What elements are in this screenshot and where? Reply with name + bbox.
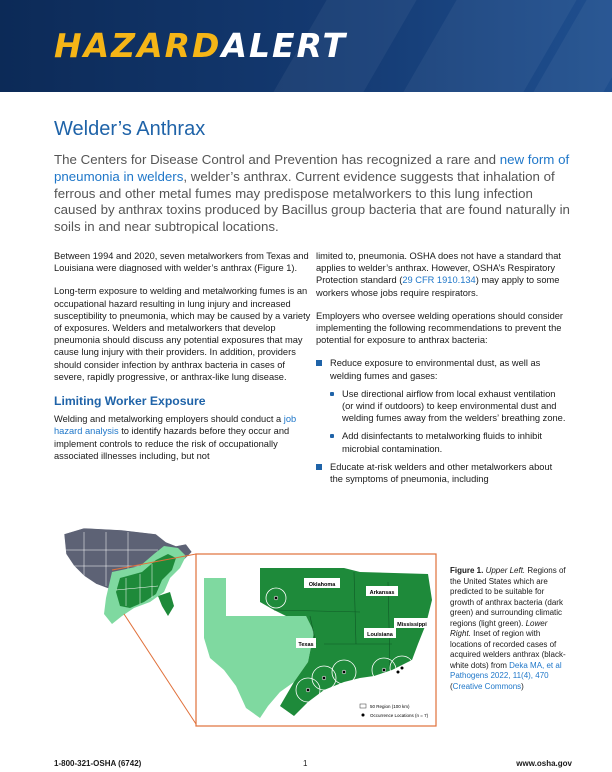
job-hazard-analysis-link[interactable]: job hazard analysis bbox=[54, 414, 297, 437]
occurrence-dot bbox=[274, 596, 278, 600]
caption-italic: Lower Right. bbox=[450, 618, 548, 638]
paragraph: Between 1994 and 2020, seven metalworkers from Texas and Louisiana were diagnosed with welder’s anthrax (Figure 1). bbox=[54, 251, 309, 274]
section-heading: Limiting Worker Exposure bbox=[54, 394, 206, 409]
caption-text: ) bbox=[521, 681, 524, 691]
florida-shape bbox=[158, 592, 174, 616]
paragraph bbox=[54, 413, 316, 462]
caption-text: ( bbox=[450, 681, 453, 691]
state-label-louisiana: Louisiana bbox=[367, 632, 393, 638]
occurrence-dot bbox=[306, 688, 310, 692]
pneumonia-in-welders-link[interactable]: new form of pneumonia in welders bbox=[54, 152, 570, 184]
caption-text: Inset of region with locations of recorded cases of acquired welders anthrax (black-white dots) from bbox=[450, 629, 566, 670]
paragraph bbox=[316, 250, 566, 299]
intro-paragraph bbox=[54, 152, 574, 236]
bullet-item: Reduce exposure to environmental dust, as well as welding fumes and gases: bbox=[316, 357, 566, 381]
paragraph-text: limited to, pneumonia. OSHA does not have a standard that applies to welder’s anthrax. However, OSHA’s Respiratory Protection standard ( bbox=[316, 251, 561, 286]
occurrence-dot bbox=[382, 668, 386, 672]
caption-italic: Upper Left. bbox=[485, 566, 526, 575]
paragraph-text: Welding and metalworking employers should conduct a bbox=[54, 414, 284, 425]
logo-alert-text: ALERT bbox=[221, 26, 347, 65]
map-illustration bbox=[54, 520, 438, 730]
sub-bullet-item: Use directional airflow from local exhaust ventilation (or wind if outdoors) to keep environmental dust and welding fumes away from the welders’ breathing zone. bbox=[316, 388, 566, 425]
paragraph-text: to identify hazards before they occur and implement controls to reduce the risk of occupationally associated illnesses including, but not bbox=[54, 426, 290, 461]
paragraph: Employers who oversee welding operations should consider implementing the following recommendations to prevent the potential for exposure to anthrax bacteria: bbox=[316, 310, 564, 346]
footer-url: www.osha.gov bbox=[516, 759, 572, 768]
footer-phone: 1-800-321-OSHA (6742) bbox=[54, 759, 142, 768]
legend-occurrence-dot bbox=[361, 713, 365, 717]
right-column bbox=[316, 250, 566, 491]
state-label-mississippi: Mississippi bbox=[397, 622, 427, 628]
state-label-texas: Texas bbox=[298, 642, 314, 648]
deka-pathogens-link[interactable]: Deka MA, et al Pathogens 2022, 11(4), 470 bbox=[450, 660, 562, 680]
occurrence-dot bbox=[342, 670, 346, 674]
state-label-oklahoma: Oklahoma bbox=[308, 582, 336, 588]
intro-text: , welder’s anthrax. Current evidence suggests that inhalation of ferrous and other metal fumes may predispose metalworkers to this lung infection caused by anthrax toxins produced by Bacillus group bacteria that are found naturally in soils in and near subtropical locations. bbox=[54, 168, 570, 235]
hazard-alert-logo bbox=[54, 28, 347, 64]
paragraph: Long-term exposure to welding and metalworking fumes is an occupational hazard resulting in lung injury and increased susceptibility to pneumonia, which may be caused by a variety of exposures. Welders and metalworkers that develop pneumonia should discuss any potential exposures that may cause lung injury with their providers. In addition, providers should consider infection by anthrax bacteria in cases of severe, rapidly progressive, or anthrax-like lung disease. bbox=[54, 286, 311, 382]
state-label-arkansas: Arkansas bbox=[369, 590, 395, 596]
intro-text: The Centers for Disease Control and Prevention has recognized a rare and bbox=[54, 152, 500, 167]
creative-commons-link[interactable]: Creative Commons bbox=[452, 681, 522, 691]
legend-region-label: 50 Region (100 km) bbox=[370, 704, 410, 709]
left-column bbox=[54, 250, 316, 473]
caption-figure-label: Figure 1. bbox=[450, 566, 484, 575]
figure-caption bbox=[450, 566, 570, 692]
figure-1-map bbox=[54, 520, 438, 730]
page-title: Welder’s Anthrax bbox=[54, 118, 206, 140]
sub-bullet-item: Add disinfectants to metalworking fluids to inhibit microbial contamination. bbox=[316, 430, 566, 454]
occurrence-dot bbox=[322, 676, 326, 680]
logo-hazard-text: HAZARD bbox=[54, 26, 222, 65]
occurrence-dot bbox=[396, 670, 400, 674]
footer-divider bbox=[54, 755, 574, 756]
legend-occurrence-label: Occurrence Locations (n = 7) bbox=[370, 713, 429, 718]
page-number: 1 bbox=[303, 759, 308, 768]
occurrence-dot bbox=[400, 666, 404, 670]
caption-text: Regions of the United States which are predicted to be suitable for growth of anthrax bacteria (dark green) and surrounding climatic regions (light green). bbox=[450, 566, 566, 628]
hazard-alert-banner bbox=[0, 0, 612, 92]
respiratory-standard-link[interactable]: 29 CFR 1910.134 bbox=[402, 275, 476, 286]
paragraph-text: ) may apply to some workers whose jobs require respirators. bbox=[316, 275, 560, 298]
bullet-item: Educate at-risk welders and other metalworkers about the symptoms of pneumonia, including bbox=[316, 461, 566, 485]
